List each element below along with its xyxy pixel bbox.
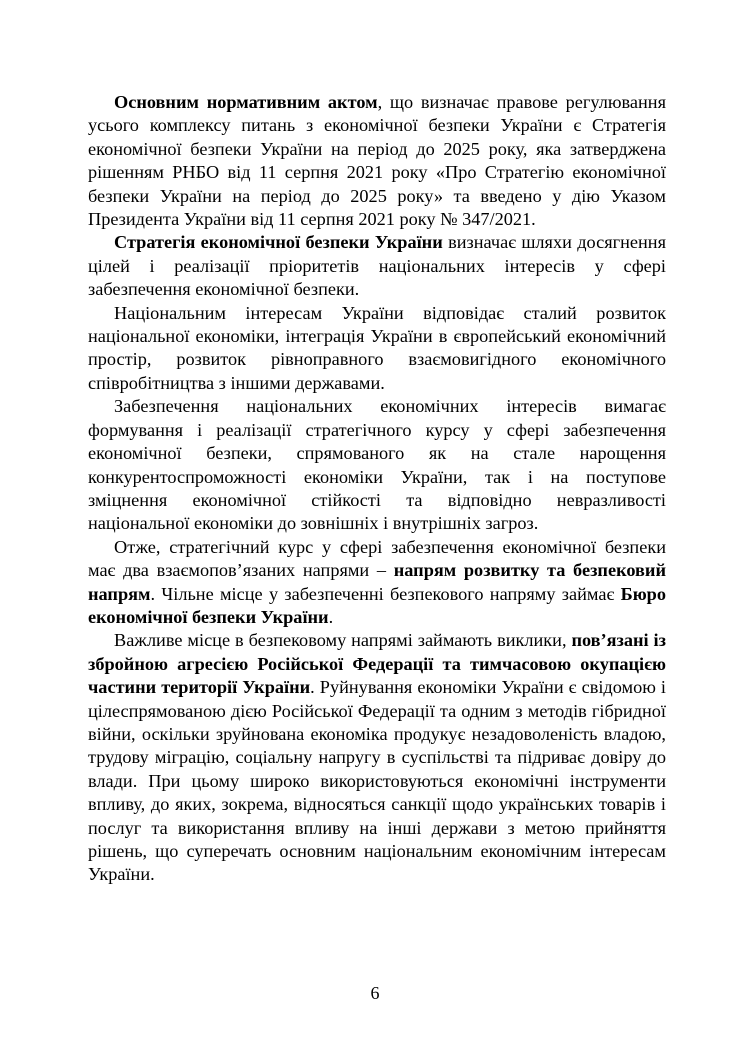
text-run: , що визначає правове регулювання усього комплексу питань з економічної безпеки України є Стратегія економічної безпеки України на період до 2025 року, яка затверджена рішенням РНБО від 11 серпня 2021 року «Про Стратегію економічної безпеки України на період до 2025 року» та введено у дію Указом Президента України від 11 серпня 2021 року № 347/2021. — [88, 92, 666, 230]
text-run: Національним інтересам України відповідає сталий розвиток національної економіки, інтеграція України в європейський економічний простір, розвиток рівноправного взаємовигідного економічного співробітництва з іншими державами. — [88, 302, 666, 393]
text-run: Отже, стратегічний курс у сфері забезпечення економічної безпеки має два взаємопов’язаних напрями – — [88, 536, 666, 581]
text-run: . — [328, 606, 334, 627]
text-run: . Чільне місце у забезпеченні безпекового напряму займає — [150, 583, 621, 604]
bold-text-run: Бюро економічної безпеки України — [88, 583, 666, 627]
text-run: Забезпечення національних економічних інтересів вимагає формування і реалізації стратегічного курсу у сфері забезпечення економічної безпеки, спрямованого як на стале нарощення конкурентоспроможності економіки України, так і на поступове зміцнення економічної стійкості та відповідно невразливості національної економіки до зовнішніх і внутрішніх загроз. — [88, 396, 666, 534]
text-run: Важливе місце в безпековому напрямі займають виклики, — [114, 630, 572, 651]
paragraph — [88, 91, 666, 231]
text-run: визначає шляхи досягнення цілей і реалізації пріоритетів національних інтересів у сфері забезпечення економічної безпеки. — [88, 232, 666, 300]
bold-text-run: пов’язані із збройною агресією Російської Федерації та тимчасовою окупацією частини території України — [88, 630, 666, 698]
paragraph — [88, 629, 666, 886]
text-run: . Руйнування економіки України є свідомою і цілеспрямованою дією Російської Федерації та одним з методів гібридної війни, оскільки зруйнована економіка продукує незадоволеність владою, трудову міграцію, соціальну напругу в суспільстві та підриває довіру до влади. При цьому широко використовуються економічні інструменти впливу, до яких, зокрема, відносяться санкції щодо українських товарів і послуг та використання впливу на інші держави з метою прийняття рішень, що суперечать основним національним економічним інтересам України. — [88, 677, 667, 885]
paragraph — [88, 395, 666, 535]
paragraph — [88, 231, 666, 301]
paragraph — [88, 536, 666, 630]
bold-text-run: Стратегія економічної безпеки України — [114, 232, 443, 253]
paragraph — [88, 302, 666, 396]
bold-text-run: Основним нормативним актом — [114, 92, 378, 112]
document-body — [88, 91, 666, 887]
page-number: 6 — [370, 983, 380, 1003]
bold-text-run: напрям розвитку та безпековий напрям — [88, 560, 666, 604]
